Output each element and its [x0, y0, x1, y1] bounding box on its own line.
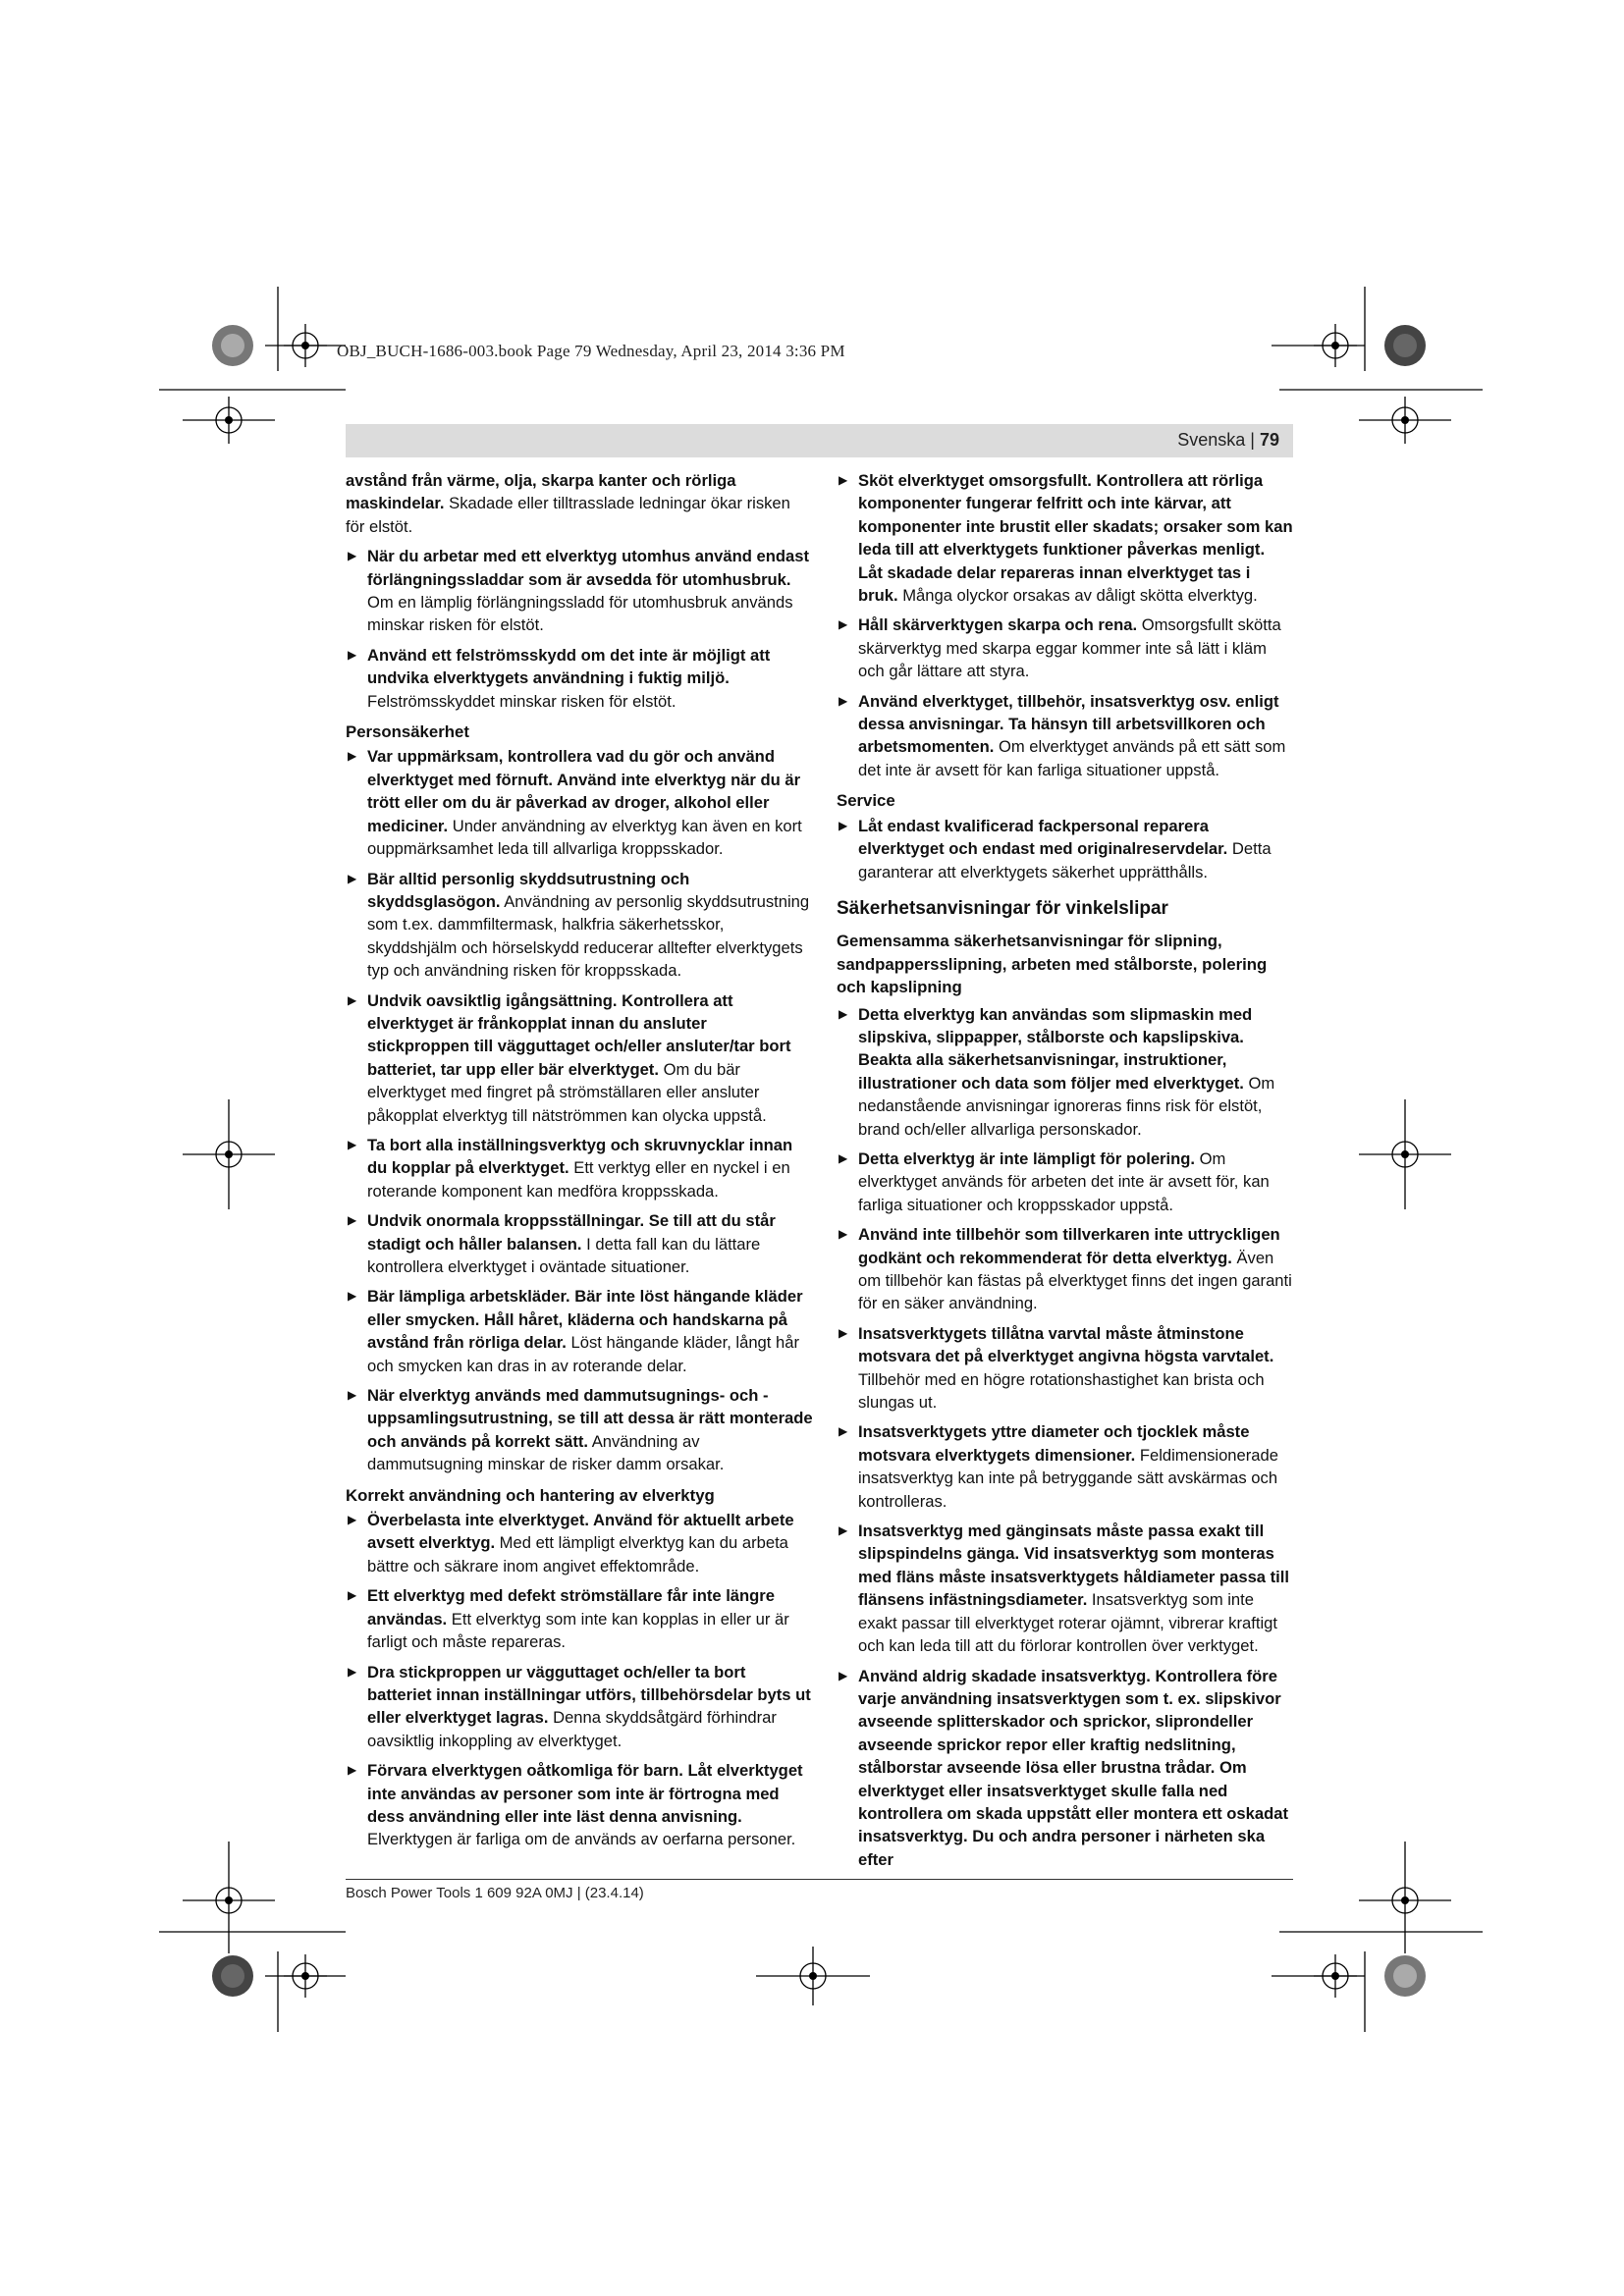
item-bold-text: Bär lämpliga arbetskläder. Bär inte löst hängande kläder eller smycken. Håll håret, kläderna och handskarna på avstånd från rörliga delar. — [367, 1287, 803, 1353]
item-text: Ett verktyg eller en nyckel i en roterande komponent kan medföra kroppsskada. — [367, 1158, 790, 1201]
bullet-arrow-icon: ▶ — [348, 1289, 357, 1304]
bullet-arrow-icon: ▶ — [839, 473, 848, 487]
item-bold-text: Använd aldrig skadade insatsverktyg. Kontrollera före varje användning insatsverktygen som t. ex. slipskivor avseende splitterskador och sprickor, sliprondeller avseende sprickor repor eller kraftig nedslitning, stålborstar avseende lösa eller brustna trådar. Om elverktyget eller insatsverktyget skulle falla ned kontrollera om skada uppstått eller montera ett oskadat insatsverktyg. Du och andra personer i närheten ska efter — [858, 1666, 1289, 1869]
item-text: Om elverktyget används på ett sätt som det inte är avsett för kan farliga situationer uppstå. — [858, 737, 1286, 779]
item-bold-text: Använd elverktyget, tillbehör, insatsverktyg osv. enligt dessa anvisningar. Ta hänsyn till arbetsvillkoren och arbetsmomenten. — [858, 691, 1279, 757]
heading-gemensamma: Gemensamma säkerhetsanvisningar för slipning, sandpappersslipning, arbeten med stålborste, polering och kapslipning — [837, 932, 1268, 997]
continued-paragraph: avstånd från värme, olja, skarpa kanter och rörliga maskindelar. Skadade eller tilltrasslade ledningar ökar risken för elstöt. — [346, 471, 790, 536]
item-text: Om elverktyget används för arbeten det inte är avsett för, kan farliga situationer och kroppsskador uppstå. — [858, 1148, 1270, 1214]
item-bold-text: Använd inte tillbehör som tillverkaren inte uttryckligen godkänt och rekommenderat för detta elverktyg. — [858, 1225, 1280, 1267]
item-bold-text: Undvik oavsiktlig igångsättning. Kontrollera att elverktyget är frånkopplat innan du ansluter stickproppen till vägguttaget och/eller ansluter/tar bort batteriet, tar upp eller bär elverktyget. — [367, 990, 791, 1079]
item-bold-text: Förvara elverktygen oåtkomliga för barn. Låt elverktyget inte användas av personer som inte är förtrogna med dess användning eller inte läst denna anvisning. — [367, 1761, 803, 1826]
header-separator: | — [1245, 430, 1260, 450]
bullet-arrow-icon: ▶ — [348, 1213, 357, 1228]
bullet-arrow-icon: ▶ — [348, 647, 357, 662]
list-section — [346, 545, 813, 713]
list-item — [346, 868, 813, 983]
bullet-arrow-icon: ▶ — [348, 1137, 357, 1151]
item-bold-text: Insatsverktyg med gänginsats måste passa exakt till slipspindelns gänga. Vid insatsverktyg som monteras med fläns måste insatsverktygets håldiameter passa till flänsens infästningsdiameter. — [858, 1522, 1290, 1610]
item-text: Under användning av elverktyg kan även en kort ouppmärksamhet leda till allvarliga kroppsskador. — [367, 816, 802, 859]
heading-sakerhetsanvisningar: Säkerhetsanvisningar för vinkelslipar — [837, 897, 1168, 919]
item-text: Många olyckor orsakas av dåligt skötta elverktyg. — [897, 586, 1258, 606]
list-section — [837, 815, 1293, 883]
bullet-arrow-icon: ▶ — [348, 749, 357, 764]
item-text: Även om tillbehör kan fästas på elverktyget finns det ingen garanti för en säker användning. — [858, 1248, 1292, 1313]
bullet-arrow-icon: ▶ — [348, 1588, 357, 1603]
list-item — [837, 1148, 1293, 1216]
item-text: Om en lämplig förlängningssladd för utomhusbruk används minskar risken för elstöt. — [367, 593, 793, 635]
header-language: Svenska — [1177, 430, 1246, 450]
item-text: Omsorgsfullt skötta skärverktyg med skarpa eggar kommer inte så lätt i kläm och går lättare att styra. — [858, 615, 1281, 681]
item-text: Löst hängande kläder, långt hår och smycken kan dras in av roterande delar. — [367, 1333, 799, 1375]
header-page-label — [1177, 430, 1279, 451]
bullet-arrow-icon: ▶ — [348, 549, 357, 563]
list-item — [346, 745, 813, 860]
item-bold-text: När du arbetar med ett elverktyg utomhus använd endast förlängningssladdar som är avsedda för utomhusbruk. — [367, 547, 809, 589]
item-bold-text: Bär alltid personlig skyddsutrustning och skyddsglasögon. — [367, 869, 690, 911]
page-header — [346, 424, 1293, 457]
list-section — [346, 1509, 813, 1851]
bullet-arrow-icon: ▶ — [348, 1513, 357, 1527]
print-slug: OBJ_BUCH-1686-003.book Page 79 Wednesday, April 23, 2014 3:36 PM — [337, 342, 845, 360]
item-bold-text: Låt endast kvalificerad fackpersonal reparera elverktyget och endast med originalreservdelar. — [858, 816, 1228, 859]
item-bold-text: Ta bort alla inställningsverktyg och skruvnycklar innan du kopplar på elverktyget. — [367, 1135, 793, 1178]
list-section — [837, 469, 1293, 781]
bullet-arrow-icon: ▶ — [839, 1424, 848, 1439]
item-bold-text: Var uppmärksam, kontrollera vad du gör och använd elverktyget med förnuft. Använd inte elverktyg när du är trött eller om du är påverkad av droger, alkohol eller mediciner. — [367, 747, 801, 835]
item-text: Feldimensionerade insatsverktyg kan inte på betryggande sätt avskärmas och kontrolleras. — [858, 1445, 1278, 1511]
bullet-arrow-icon: ▶ — [839, 693, 848, 708]
bullet-arrow-icon: ▶ — [348, 992, 357, 1007]
bullet-arrow-icon: ▶ — [839, 1150, 848, 1165]
footer-divider — [346, 1879, 1293, 1880]
list-item — [837, 614, 1293, 682]
item-bold-text: Överbelasta inte elverktyget. Använd för aktuellt arbete avsett elverktyg. — [367, 1511, 794, 1553]
list-item — [837, 690, 1293, 782]
list-item — [837, 1322, 1293, 1415]
footer-text: Bosch Power Tools 1 609 92A 0MJ | (23.4.14) — [346, 1885, 644, 1901]
bullet-arrow-icon: ▶ — [839, 1325, 848, 1340]
list-section — [837, 1003, 1293, 1872]
item-text: Insatsverktyg som inte exakt passar till elverktyget roterar ojämnt, vibrerar kraftigt och kan leda till att du förlorar kontrollen över verktyget. — [858, 1590, 1277, 1656]
bullet-arrow-icon: ▶ — [839, 1523, 848, 1538]
list-item — [346, 1509, 813, 1577]
list-item — [346, 1384, 813, 1476]
item-bold-text: Insatsverktygets tillåtna varvtal måste åtminstone motsvara det på elverktyget angivna högsta varvtalet. — [858, 1323, 1274, 1366]
list-item — [346, 644, 813, 713]
item-bold-text: Detta elverktyg kan användas som slipmaskin med slipskiva, slippapper, stålborste och kapslipskiva. Beakta alla säkerhetsanvisningar, instruktioner, illustrationer och data som följer med elverktyget. — [858, 1004, 1253, 1093]
list-item — [346, 545, 813, 637]
list-item — [346, 1661, 813, 1753]
item-text: Ett elverktyg som inte kan kopplas in eller ur är farligt och måste repareras. — [367, 1609, 789, 1652]
item-bold-text: Sköt elverktyget omsorgsfullt. Kontrollera att rörliga komponenter fungerar felfritt och inte kärvar, att komponenter inte brustit eller skadats; orsaker som kan leda till att elverktygets funktioner påverkas menligt. Låt skadade delar repareras innan elverktyget tas i bruk. — [858, 471, 1293, 606]
item-text: Tillbehör med en högre rotationshastighet kan brista och slungas ut. — [858, 1369, 1265, 1413]
bullet-arrow-icon: ▶ — [839, 617, 848, 632]
item-bold-text: Detta elverktyg är inte lämpligt för polering. — [858, 1148, 1196, 1168]
item-bold-text: Håll skärverktygen skarpa och rena. — [858, 615, 1138, 635]
bullet-arrow-icon: ▶ — [348, 871, 357, 885]
bullet-arrow-icon: ▶ — [839, 1227, 848, 1242]
item-text: Elverktygen är farliga om de används av oerfarna personer. — [367, 1830, 796, 1849]
heading-personsakerhet: Personsäkerhet — [346, 722, 469, 742]
item-text: Detta garanterar att elverktygets säkerhet upprätthålls. — [858, 839, 1272, 881]
item-text: Användning av personlig skyddsutrustning som t.ex. dammfiltermask, halkfria säkerhetsskor, skyddshjälm och hörselskydd reducerar alltefter elverktygets typ och användning risken för kroppsskada. — [367, 891, 810, 981]
list-item — [346, 1759, 813, 1851]
list-item — [346, 1134, 813, 1202]
list-item — [837, 469, 1293, 607]
left-column — [346, 469, 813, 1858]
list-item — [346, 989, 813, 1127]
item-bold-text: När elverktyg används med dammutsugnings- och -uppsamlingsutrustning, se till att dessa är rätt monterade och används på korrekt sätt. — [367, 1386, 813, 1451]
list-item — [837, 1520, 1293, 1657]
right-column — [837, 469, 1293, 1878]
list-item — [837, 815, 1293, 883]
item-bold-text: Ett elverktyg med defekt strömställare får inte längre användas. — [367, 1586, 775, 1629]
list-item — [837, 1420, 1293, 1513]
list-item — [346, 1209, 813, 1278]
bullet-arrow-icon: ▶ — [839, 1006, 848, 1021]
list-section — [346, 745, 813, 1475]
item-text: Om du bär elverktyget med fingret på strömställaren eller ansluter påkopplat elverktyg till nätströmmen kan olycka uppstå. — [367, 1059, 767, 1125]
list-item — [346, 1584, 813, 1653]
item-bold-text: Insatsverktygets yttre diameter och tjocklek måste motsvara elverktygets dimensioner. — [858, 1422, 1250, 1465]
page-number: 79 — [1259, 430, 1279, 450]
item-bold-text: Dra stickproppen ur vägguttaget och/eller ta bort batteriet innan inställningar utförs, tillbehörsdelar byts ut eller elverktyget lagras. — [367, 1662, 811, 1728]
heading-korrekt-anvandning: Korrekt användning och hantering av elverktyg — [346, 1485, 715, 1505]
item-text: I detta fall kan du lättare kontrollera elverktyget i oväntade situationer. — [367, 1234, 761, 1276]
item-text: Med ett lämpligt elverktyg kan du arbeta bättre och säkrare inom angivet effektområde. — [367, 1533, 788, 1575]
list-item — [837, 1665, 1293, 1872]
bullet-arrow-icon: ▶ — [348, 1388, 357, 1403]
list-item — [837, 1223, 1293, 1315]
bullet-arrow-icon: ▶ — [348, 1763, 357, 1778]
item-text: Användning av dammutsugning minskar de risker damm orsakar. — [367, 1431, 725, 1474]
heading-service: Service — [837, 791, 895, 811]
list-item — [837, 1003, 1293, 1141]
item-text: Denna skyddsåtgärd förhindrar oavsiktlig inkoppling av elverktyget. — [367, 1708, 777, 1750]
bullet-arrow-icon: ▶ — [839, 818, 848, 832]
item-text: Om nedanstående anvisningar ignoreras finns risk för elstöt, brand och/eller allvarliga personskador. — [858, 1073, 1275, 1139]
item-text: Felströmsskyddet minskar risken för elstöt. — [367, 691, 677, 711]
bullet-arrow-icon: ▶ — [839, 1668, 848, 1682]
item-bold-text: Använd ett felströmsskydd om det inte är möjligt att undvika elverktygets användning i fuktig miljö. — [367, 645, 771, 688]
item-bold-text: Undvik onormala kroppsställningar. Se till att du står stadigt och håller balansen. — [367, 1211, 776, 1254]
bullet-arrow-icon: ▶ — [348, 1664, 357, 1679]
list-item — [346, 1285, 813, 1377]
